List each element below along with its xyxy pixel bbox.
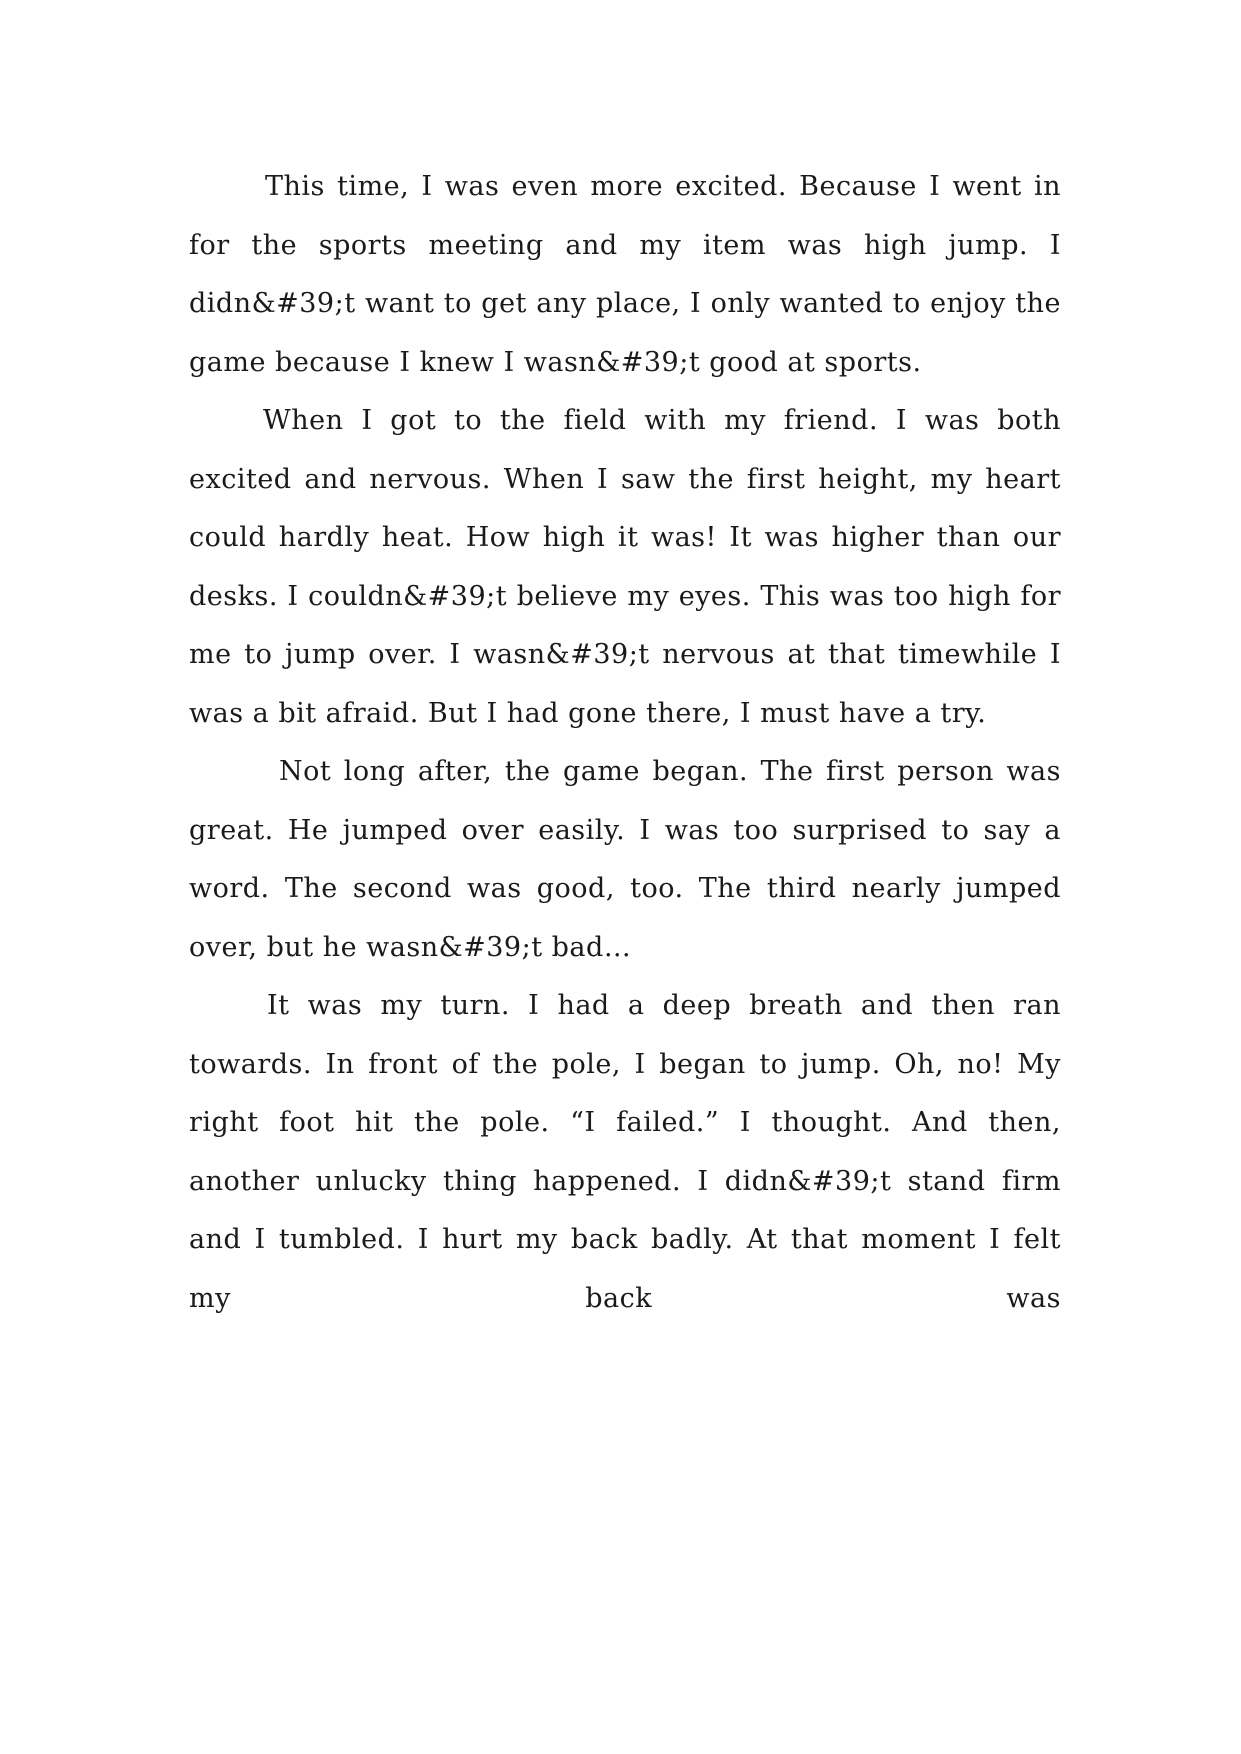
paragraph-3: Not long after, the game began. The first person was great. He jumped over easily. I was too surprised to say a word. The second was good, too. The third nearly jumped over, but he wasn&#39;t bad… [189,756,1061,963]
paragraph-4: It was my turn. I had a deep breath and then ran towards. In front of the pole, I began to jump. Oh, no! My right foot hit the pole. “I failed.” I thought. And then, another unlucky thing happened. I didn&#39;t stand firm and I tumbled. I hurt my back badly. At that moment I felt my back was [189,990,1061,1314]
paragraph-1: This time, I was even more excited. Because I went in for the sports meeting and my item was high jump. I didn&#39;t want to get any place, I only wanted to enjoy the game because I knew I wasn&#39;t good at sports. [189,171,1061,378]
paragraph-2: When I got to the field with my friend. I was both excited and nervous. When I saw the first height, my heart could hardly heat. How high it was! It was higher than our desks. I couldn&#39;t believe my eyes. This was too high for me to jump over. I wasn&#39;t nervous at that timewhile I was a bit afraid. But I had gone there, I must have a try. [189,405,1061,729]
body-text [189,158,1061,1328]
